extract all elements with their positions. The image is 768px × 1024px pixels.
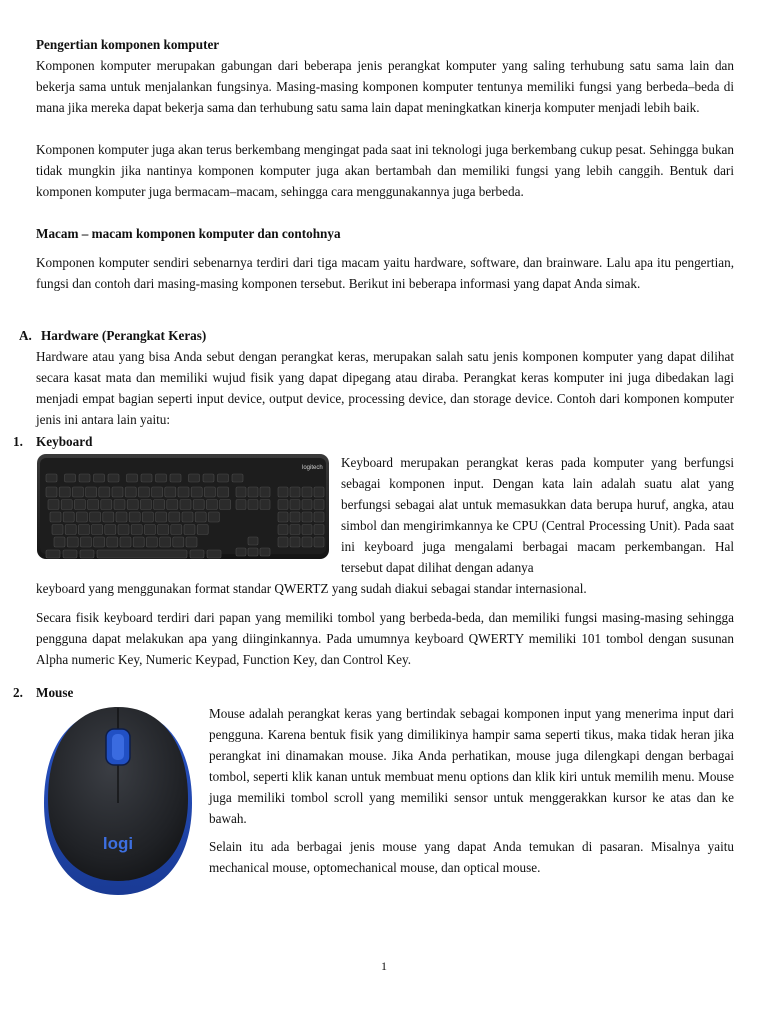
- section-heading-hardware: Hardware (Perangkat Keras): [41, 328, 207, 343]
- keyboard-key: [86, 487, 97, 497]
- keyboard-key: [94, 474, 105, 482]
- keyboard-key: [248, 548, 258, 556]
- list-marker-a: A.: [19, 328, 32, 343]
- paragraph-mouse-1: Mouse adalah perangkat keras yang bertindak sebagai komponen input yang menerima input dari pengguna. Karena bentuk fisik yang dimilikinya hampir sama seperti tikus, maka tidak heran jika perangkat ini dinamakan mouse. Jika Anda perhatikan, mouse juga dilengkapi dengan berbagai tombol, seperti klik kanan untuk membuat menu options dan klik kiri untuk memilih menu. Mouse juga memiliki tombol scroll yang memiliki sensor untuk menggerakkan kursor ke atas dan ke bawah.: [209, 706, 734, 826]
- keyboard-key: [133, 537, 144, 547]
- keyboard-key: [203, 474, 214, 482]
- keyboard-key: [78, 525, 89, 535]
- keyboard-key: [290, 525, 300, 535]
- keyboard-key: [302, 487, 312, 497]
- keyboard-key: [72, 487, 83, 497]
- keyboard-key: [314, 500, 324, 510]
- keyboard-key: [207, 550, 221, 558]
- keyboard-key: [278, 487, 288, 497]
- keyboard-key: [260, 548, 270, 556]
- keyboard-key: [302, 512, 312, 522]
- keyboard-key: [65, 525, 76, 535]
- keyboard-key: [290, 500, 300, 510]
- keyboard-key: [99, 487, 110, 497]
- paragraph-keyboard-2: Secara fisik keyboard terdiri dari papan yang memiliki tombol yang berbeda-beda, dan memiliki fungsi masing-masing sehingga pengguna dapat melakukan apa yang diinginkannya. Pada umumnya keyboard QWERTY memiliki 101 tombol dengan susunan Alpha numeric Key, Numeric Keypad, Function Key, dan Control Key.: [36, 610, 734, 667]
- keyboard-key: [248, 487, 258, 497]
- paragraph-mouse-2: Selain itu ada berbagai jenis mouse yang dapat Anda temukan di pasaran. Misalnya yaitu mechanical mouse, optomechanical mouse, dan optical mouse.: [209, 839, 734, 875]
- keyboard-key: [108, 474, 119, 482]
- keyboard-key: [278, 500, 288, 510]
- page-number: 1: [381, 959, 387, 973]
- keyboard-key: [80, 537, 91, 547]
- paragraph-intro-2: Komponen komputer juga akan terus berkembang mengingat pada saat ini teknologi juga berkembang cukup pesat. Sehingga bukan tidak mungkin jika nantinya komponen komputer juga akan bertambah dan memiliki fungsi yang lebih canggih. Bentuk dari komponen komputer juga bermacam–macam, sehingga cara menggunakannya juga berbeda.: [36, 142, 734, 199]
- keyboard-key: [236, 487, 246, 497]
- keyboard-key: [218, 487, 229, 497]
- keyboard-key: [138, 487, 149, 497]
- keyboard-key: [79, 474, 90, 482]
- keyboard-key: [90, 512, 101, 522]
- keyboard-key: [189, 474, 200, 482]
- keyboard-key: [236, 548, 246, 556]
- paragraph-keyboard-side: Keyboard merupakan perangkat keras pada komputer yang berfungsi sebagai komponen input. Dengan kata lain adalah suatu alat yang berfungsi sebagai alat untuk memasukkan data berupa huruf, angka, atau simbol dan mengirimkannya ke CPU (Central Processing Unit). Pada saat ini keyboard juga mengalami berbagai macam perkembangan. Hal tersebut dapat dilihat dengan adanya: [341, 455, 734, 575]
- keyboard-key: [218, 474, 229, 482]
- keyboard-key: [197, 525, 208, 535]
- keyboard-key: [314, 537, 324, 547]
- keyboard-key: [61, 500, 72, 510]
- keyboard-key: [152, 487, 163, 497]
- keyboard-key: [248, 500, 258, 510]
- keyboard-key: [114, 500, 125, 510]
- keyboard-key: [184, 525, 195, 535]
- keyboard-key: [260, 487, 270, 497]
- keyboard-key: [173, 537, 184, 547]
- keyboard-key: [65, 474, 76, 482]
- paragraph-keyboard-cont: keyboard yang menggunakan format standar QWERTZ yang sudah diakui sebagai standar internasional.: [36, 581, 587, 596]
- keyboard-key: [142, 512, 153, 522]
- keyboard-key: [158, 525, 169, 535]
- keyboard-key: [248, 537, 258, 545]
- keyboard-key: [302, 537, 312, 547]
- keyboard-brand-logo: logitech: [302, 465, 323, 471]
- keyboard-key: [74, 500, 85, 510]
- keyboard-key: [88, 500, 99, 510]
- keyboard-key: [314, 512, 324, 522]
- list-number-2: 2.: [13, 685, 23, 700]
- keyboard-key: [46, 550, 60, 558]
- keyboard-key: [314, 525, 324, 535]
- keyboard-key: [204, 487, 215, 497]
- keyboard-key: [160, 537, 171, 547]
- keyboard-key: [178, 487, 189, 497]
- keyboard-key: [127, 474, 138, 482]
- keyboard-key: [170, 474, 181, 482]
- keyboard-key: [140, 500, 151, 510]
- keyboard-key: [146, 537, 157, 547]
- keyboard-key: [278, 537, 288, 547]
- keyboard-key: [186, 537, 197, 547]
- keyboard-key: [127, 500, 138, 510]
- mouse-image: [38, 703, 198, 899]
- keyboard-key: [131, 525, 142, 535]
- keyboard-key: [195, 512, 206, 522]
- keyboard-key: [165, 487, 176, 497]
- keyboard-key: [63, 512, 74, 522]
- keyboard-key: [144, 525, 155, 535]
- keyboard-key: [169, 512, 180, 522]
- paragraph-intro-1: Komponen komputer merupakan gabungan dari beberapa jenis perangkat komputer yang saling terhubung satu sama lain dan bekerja sama untuk menjalankan fungsinya. Masing-masing komponen komputer tentunya memiliki fungsi yang berbeda–beda di mana jika mereka dapat bekerja sama dan terhubung satu sama lain dapat meningkatkan kinerja komputer menjadi lebih baik.: [36, 58, 734, 115]
- keyboard-key: [80, 550, 94, 558]
- keyboard-key: [120, 537, 131, 547]
- keyboard-key: [129, 512, 140, 522]
- section-heading-macam: Macam – macam komponen komputer dan contohnya: [36, 226, 341, 241]
- keyboard-key: [260, 500, 270, 510]
- keyboard-key: [59, 487, 70, 497]
- keyboard-key: [54, 537, 65, 547]
- keyboard-key: [290, 537, 300, 547]
- keyboard-key: [193, 500, 204, 510]
- keyboard-key: [76, 512, 87, 522]
- keyboard-key: [156, 512, 167, 522]
- keyboard-key: [103, 512, 114, 522]
- item-title-mouse: Mouse: [36, 685, 74, 700]
- keyboard-key: [118, 525, 129, 535]
- keyboard-key: [105, 525, 116, 535]
- keyboard-key: [46, 474, 57, 482]
- keyboard-key: [236, 500, 246, 510]
- keyboard-key: [94, 537, 105, 547]
- keyboard-key: [156, 474, 167, 482]
- keyboard-key: [182, 512, 193, 522]
- keyboard-key: [208, 512, 219, 522]
- keyboard-key: [290, 487, 300, 497]
- keyboard-key: [116, 512, 127, 522]
- keyboard-key: [314, 487, 324, 497]
- keyboard-key: [107, 537, 118, 547]
- keyboard-key: [112, 487, 123, 497]
- keyboard-key: [171, 525, 182, 535]
- keyboard-key: [167, 500, 178, 510]
- keyboard-key: [52, 525, 63, 535]
- keyboard-key: [278, 525, 288, 535]
- keyboard-key: [125, 487, 136, 497]
- keyboard-key: [206, 500, 217, 510]
- keyboard-key: [302, 525, 312, 535]
- keyboard-key: [302, 500, 312, 510]
- keyboard-key: [154, 500, 165, 510]
- keyboard-key: [180, 500, 191, 510]
- keyboard-key: [190, 550, 204, 558]
- keyboard-key: [290, 512, 300, 522]
- keyboard-key: [278, 512, 288, 522]
- keyboard-key: [48, 500, 59, 510]
- keyboard-key: [220, 500, 231, 510]
- keyboard-key: [50, 512, 61, 522]
- keyboard-key: [101, 500, 112, 510]
- keyboard-key: [141, 474, 152, 482]
- keyboard-key: [92, 525, 103, 535]
- keyboard-key: [191, 487, 202, 497]
- keyboard-key: [67, 537, 78, 547]
- keyboard-key: [63, 550, 77, 558]
- paragraph-macam: Komponen komputer sendiri sebenarnya terdiri dari tiga macam yaitu hardware, software, dan brainware. Lalu apa itu pengertian, fungsi dan contoh dari masing-masing komponen tersebut. Berikut ini beberapa informasi yang dapat Anda simak.: [36, 255, 734, 291]
- section-heading-pengertian: Pengertian komponen komputer: [36, 37, 220, 52]
- keyboard-image: [36, 452, 330, 562]
- item-title-keyboard: Keyboard: [36, 434, 93, 449]
- paragraph-hardware: Hardware atau yang bisa Anda sebut dengan perangkat keras, merupakan salah satu jenis komponen komputer yang dapat dilihat secara kasat mata dan memiliki wujud fisik yang dapat dipegang atau diraba. Perangkat keras komputer ini juga dibedakan lagi menjadi empat bagian seperti input device, output device, processing device, dan storage device. Contoh dari komponen komputer jenis ini antara lain yaitu:: [36, 349, 734, 427]
- keyboard-key: [232, 474, 243, 482]
- keyboard-key: [46, 487, 57, 497]
- keyboard-key: [97, 550, 187, 558]
- mouse-brand-logo: logi: [102, 834, 134, 853]
- list-number-1: 1.: [13, 434, 23, 449]
